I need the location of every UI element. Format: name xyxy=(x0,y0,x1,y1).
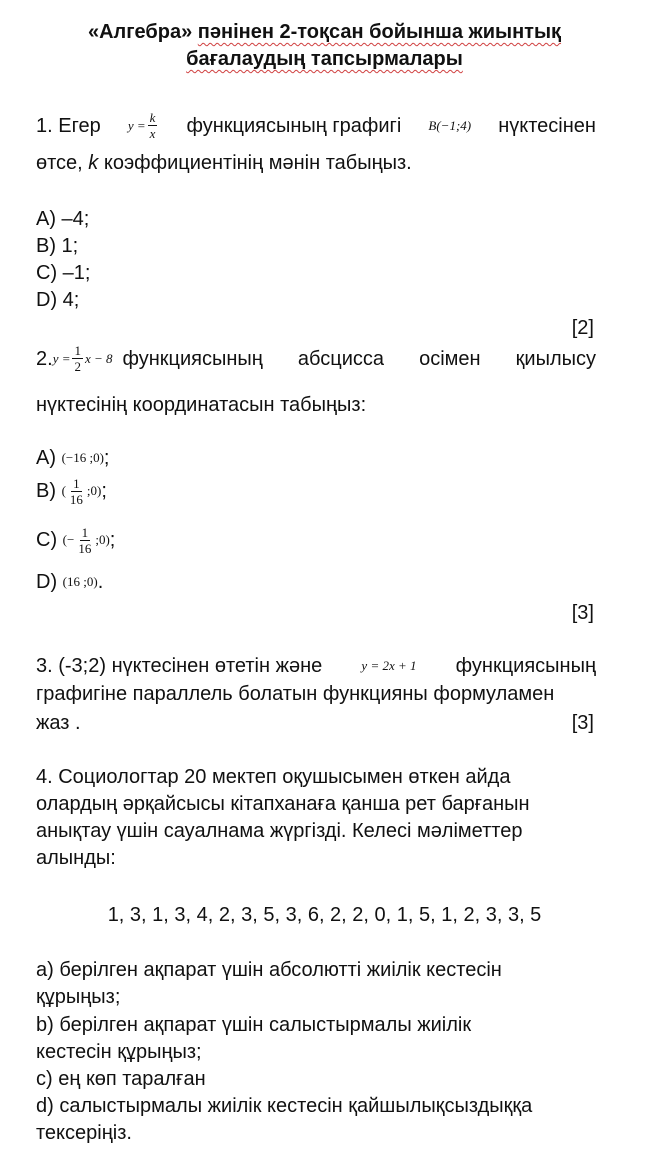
title-subject: «Алгебра» xyxy=(87,21,198,43)
q2-formula-rhs: x − 8 xyxy=(84,350,113,366)
q1-if: Егер xyxy=(58,114,101,137)
q1-score: [2] xyxy=(571,317,594,339)
q2-option-a-suffix: ; xyxy=(103,447,110,469)
q2-line-2: нүктесінің координатасын табыңыз: xyxy=(36,394,367,416)
q1-option-a: A) –4; xyxy=(36,208,90,230)
q2-option-b-close: ;0) xyxy=(86,483,102,498)
q2-option-b-label: B) xyxy=(36,480,56,502)
q2-line-1 xyxy=(36,343,596,374)
q4-task-b-line-2: кестесін құрыңыз; xyxy=(36,1041,202,1063)
q3-score: [3] xyxy=(571,712,594,734)
q1-text-point: нүктесінен xyxy=(498,114,596,137)
q2-formula xyxy=(53,343,113,374)
q2-option-b-open: ( xyxy=(61,483,66,498)
q1-option-d: D) 4; xyxy=(36,289,80,311)
q4-task-d-line-2: тексеріңіз. xyxy=(36,1122,132,1144)
q1-text-function: функциясының графигі xyxy=(186,114,402,137)
q1-fraction-den: x xyxy=(149,126,156,141)
q3-line-1 xyxy=(36,654,596,678)
q1-line-1 xyxy=(36,110,596,141)
q4-line-2: олардың әрқайсысы кітапханаға қанша рет барғанын xyxy=(36,793,530,815)
q2-number: 2. xyxy=(36,347,53,370)
q2-option-b-den: 16 xyxy=(69,491,83,507)
q3-formula: y = 2x + 1 xyxy=(361,658,417,673)
title-line-2 xyxy=(0,48,649,71)
q3-line-1-post: функциясының xyxy=(455,655,596,677)
q4-task-a-line-2: құрыңыз; xyxy=(36,986,121,1008)
q1-formula xyxy=(128,110,160,141)
q2-option-b-num: 1 xyxy=(73,475,80,491)
title-line-2-text: бағалаудың тапсырмалары xyxy=(186,48,463,70)
title-line-1 xyxy=(0,21,649,44)
q2-option-c-close: ;0) xyxy=(95,532,110,547)
q2-option-d xyxy=(36,570,103,594)
q2-option-b xyxy=(36,470,107,512)
q1-line-2-pre: өтсе, xyxy=(36,152,89,174)
title-line-1-rest: пәнінен 2-тоқсан бойынша жиынтық xyxy=(197,21,562,43)
q1-number-and-if xyxy=(36,114,101,138)
q2-fraction xyxy=(72,343,83,374)
q2-option-c-open: (− xyxy=(62,532,75,547)
q2-option-a xyxy=(36,446,109,470)
q4-task-c: c) ең көп таралған xyxy=(36,1068,206,1090)
q4-task-b-line-1: b) берілген ақпарат үшін салыстырмалы жиілік xyxy=(36,1014,472,1036)
q3-line-1-pre: 3. (-3;2) нүктесінен өтетін және xyxy=(36,655,323,677)
q2-formula-lhs: y = xyxy=(52,350,71,366)
q4-data-list: 1, 3, 1, 3, 4, 2, 3, 5, 3, 6, 2, 2, 0, 1, 5, 1, 2, 3, 3, 5 xyxy=(107,904,542,926)
q1-fraction-num: k xyxy=(149,110,156,125)
q1-point: B(−1;4) xyxy=(428,117,472,133)
q2-option-c-fraction xyxy=(76,525,93,556)
q2-fraction-num: 1 xyxy=(74,343,81,358)
q2-option-a-value: (−16 ;0) xyxy=(61,450,104,465)
q2-option-c-label: C) xyxy=(36,529,58,551)
q3-line-3: жаз . xyxy=(36,712,81,734)
q2-option-a-label: A) xyxy=(36,447,56,469)
q1-option-c: C) –1; xyxy=(36,262,91,284)
q1-k: k xyxy=(88,152,99,174)
q2-option-c-num: 1 xyxy=(81,524,89,540)
q2-option-d-suffix: . xyxy=(97,571,104,593)
q4-task-d-line-1: d) салыстырмалы жиілік кестесін қайшылықсыздыққа xyxy=(36,1095,533,1117)
q1-line-2 xyxy=(36,151,412,175)
q2-option-b-fraction xyxy=(68,476,85,507)
q2-option-d-value: (16 ;0) xyxy=(62,574,98,589)
q2-option-c-suffix: ; xyxy=(109,529,116,551)
q2-option-b-suffix: ; xyxy=(101,480,107,502)
q4-line-3: анықтау үшін сауалнама жүргізді. Келесі мәліметтер xyxy=(36,820,523,842)
q2-text: функциясының абсцисса осімен қиылысу xyxy=(122,347,596,370)
q2-option-c xyxy=(36,519,115,561)
q4-task-a-line-1: a) берілген ақпарат үшін абсолютті жиілік кестесін xyxy=(36,959,502,981)
q4-line-4: алынды: xyxy=(36,847,116,869)
q2-score: [3] xyxy=(571,602,594,624)
q1-option-b: B) 1; xyxy=(36,235,79,257)
q1-number: 1. xyxy=(36,114,53,137)
q1-formula-lhs: y = xyxy=(127,117,146,133)
q1-fraction xyxy=(148,110,158,141)
q4-line-1: 4. Социологтар 20 мектеп оқушысымен өткен айда xyxy=(36,766,511,788)
q3-line-2: графигіне параллель болатын функцияны формуламен xyxy=(36,683,555,705)
q2-option-d-label: D) xyxy=(36,571,58,593)
q2-fraction-den: 2 xyxy=(74,359,81,374)
q2-option-c-den: 16 xyxy=(78,540,92,556)
q1-line-2-post: коэффициентінің мәнін табыңыз. xyxy=(98,152,412,174)
